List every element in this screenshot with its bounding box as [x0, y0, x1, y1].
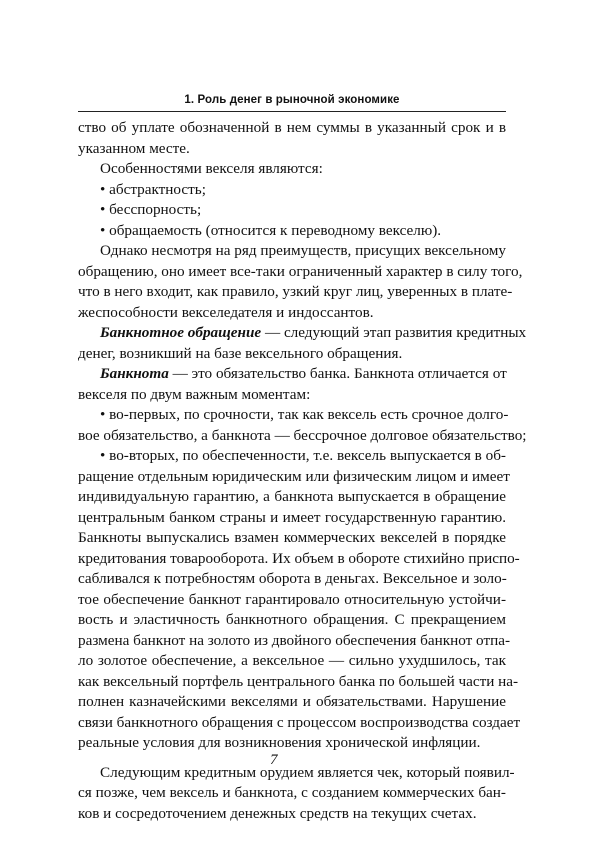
- bullet-item: • обращаемость (относится к переводному векселю).: [100, 221, 442, 239]
- text-line: что в него входит, как правило, узкий круг лиц, уверенных в плате-: [78, 283, 513, 300]
- text-line: полнен казначейскими векселями и обязательствами. Нарушение: [78, 693, 506, 710]
- text-line: тое обеспечение банкнот гарантировало относительную устойчи-: [78, 590, 506, 608]
- text-line: ращение отдельным юридическим или физическим лицом и имеет: [78, 467, 510, 485]
- term-banknote-circulation: Банкнотное обращение: [100, 324, 262, 341]
- text-line: [78, 364, 506, 385]
- page-body: [78, 118, 527, 824]
- text-line: ся позже, чем вексель и банкнота, с созданием коммерческих бан-: [78, 784, 506, 801]
- text-line: ков и сосредоточением денежных средств на текущих счетах.: [78, 804, 477, 822]
- text-line: Особенностями векселя являются:: [100, 160, 323, 177]
- page-number: 7: [270, 752, 278, 768]
- bullet-item: • во-первых, по срочности, так как вексель есть срочное долго-: [100, 406, 509, 423]
- text-line: вое обязательство, а банкнота — бессрочное долговое обязательство;: [78, 426, 527, 444]
- text-line: как вексельный портфель центрального банка по большей части на-: [78, 672, 519, 690]
- text-line: денег, возникший на базе вексельного обращения.: [78, 344, 403, 362]
- text-line: Однако несмотря на ряд преимуществ, присущих вексельному: [100, 242, 506, 259]
- text-line: связи банкнотного обращения с процессом воспроизводства создает: [78, 713, 521, 731]
- header-rule: [78, 111, 506, 112]
- text-line: вость и эластичность банкнотного обращения. С прекращением: [78, 611, 506, 628]
- paragraph-gap: [78, 754, 506, 763]
- text-line: ло золотое обеспечение, а вексельное — сильно ухудшилось, так: [78, 652, 506, 669]
- text-line: реальные условия для возникновения хронической инфляции.: [78, 734, 481, 751]
- text-line: центральным банком страны и имеет государственную гарантию.: [78, 508, 506, 526]
- text-line: Банкноты выпускались взамен коммерческих векселей в порядке: [78, 529, 506, 546]
- bullet-item: • во-вторых, по обеспеченности, т.е. вексель выпускается в об-: [100, 447, 506, 464]
- bullet-item: • абстрактность;: [100, 180, 206, 198]
- running-header: 1. Роль денег в рыночной экономике: [184, 94, 400, 106]
- text-line: ство об уплате обозначенной в нем суммы в указанный срок и в: [78, 119, 506, 136]
- bullet-item: • бесспорность;: [100, 201, 202, 218]
- text-line: указанном месте.: [78, 139, 190, 157]
- term-banknote: Банкнота: [100, 365, 169, 382]
- text-line: индивидуальную гарантию, а банкнота выпускается в обращение: [78, 488, 506, 505]
- text-line: Следующим кредитным орудием является чек, который появил-: [100, 763, 515, 781]
- text-fragment: — это обязательство банка. Банкнота отличается от: [168, 365, 507, 382]
- text-line: кредитования товарооборота. Их объем в обороте стихийно приспо-: [78, 549, 520, 567]
- text-line: размена банкнот на золото из двойного обеспечения банкнот отпа-: [78, 631, 511, 649]
- text-line: сабливался к потребностям оборота в деньгах. Вексельное и золо-: [78, 570, 507, 587]
- text-line: обращению, оно имеет все-таки ограниченный характер в силу того,: [78, 262, 523, 280]
- text-line: жеспособности векселедателя и индоссантов.: [78, 303, 374, 321]
- text-fragment: — следующий этап развития кредитных: [261, 324, 527, 341]
- text-line: [78, 323, 527, 344]
- text-line: векселя по двум важным моментам:: [78, 385, 311, 403]
